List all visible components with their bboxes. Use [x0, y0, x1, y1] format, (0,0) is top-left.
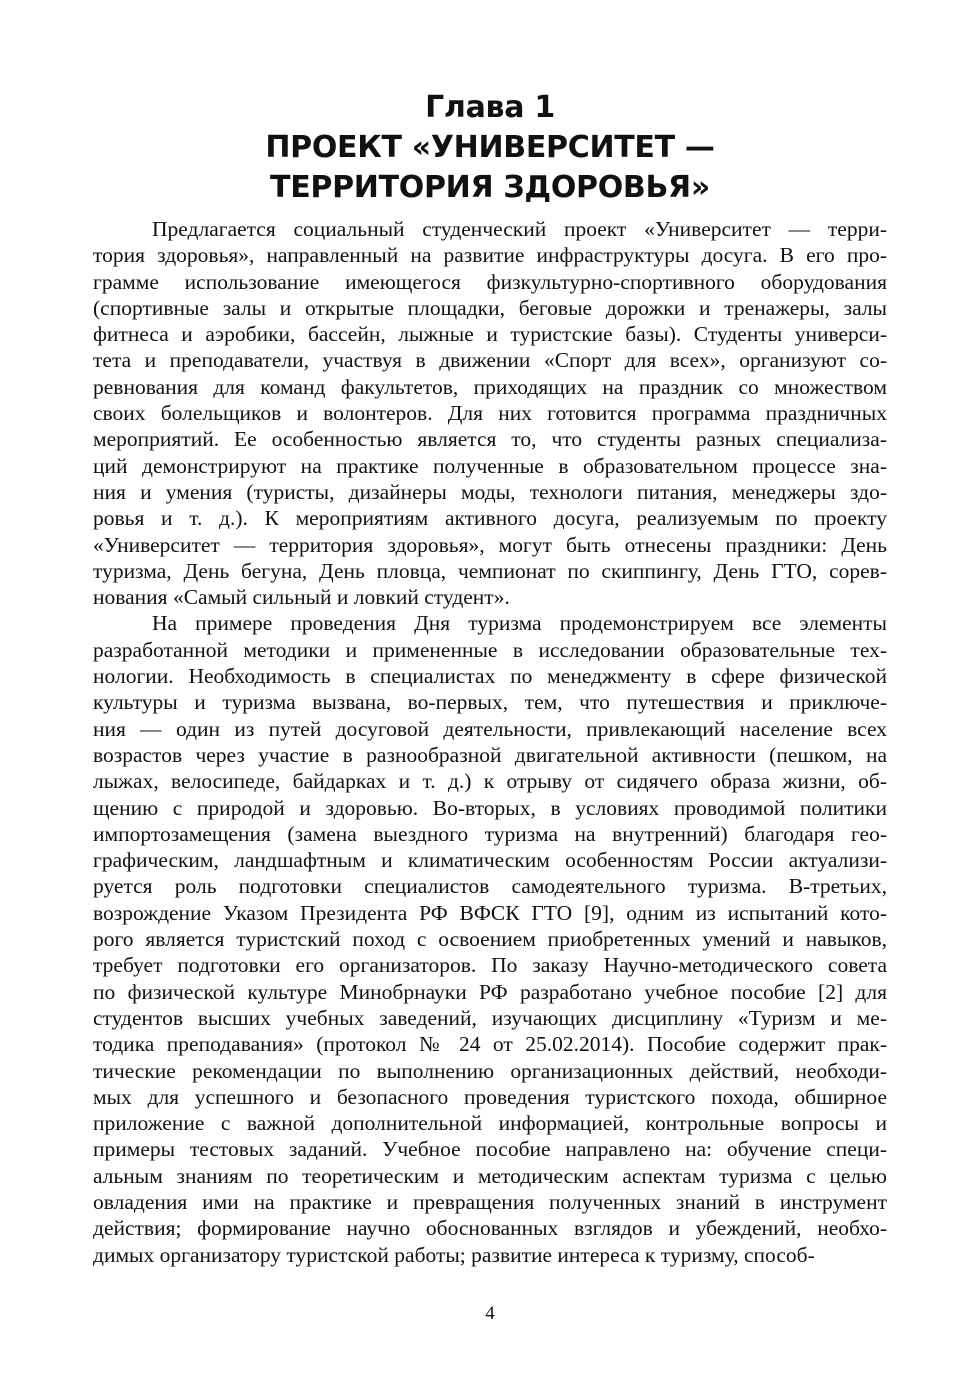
text-line: ровья и т. д.). К мероприятиям активного досуга, реализуемым по проекту	[93, 506, 887, 531]
text-line: мероприятий. Ее особенностью является то, что студенты разных специализа-	[93, 427, 887, 452]
chapter-title-line-2: ТЕРРИТОРИЯ ЗДОРОВЬЯ»	[270, 170, 710, 205]
text-line: щению с природой и здоровью. Во-вторых, в условиях проводимой политики	[93, 795, 887, 820]
text-line: рого является туристский поход с освоением приобретенных умений и навыков,	[93, 927, 887, 952]
text-line: возрастов через участие в разнообразной двигательной активности (пешком, на	[93, 742, 887, 767]
text-line: по физической культуре Минобрнауки РФ разработано учебное пособие [2] для	[93, 979, 887, 1004]
text-line: фитнеса и аэробики, бассейн, лыжные и туристские базы). Студенты универси-	[93, 322, 887, 347]
text-line: Предлагается социальный студенческий проект «Университет — терри-	[152, 217, 887, 241]
text-line: овладения ими на практике и превращения полученных знаний в инструмент	[93, 1189, 887, 1214]
text-line: примеры тестовых заданий. Учебное пособие направлено на: обучение специ-	[93, 1137, 887, 1162]
text-line: На примере проведения Дня туризма продемонстрируем все элементы	[152, 611, 887, 636]
text-line: возрождение Указом Президента РФ ВФСК ГТО [9], одним из испытаний кото-	[93, 900, 887, 925]
text-line: димых организатору туристской работы; развитие интереса к туризму, способ-	[93, 1242, 815, 1267]
text-line: приложение с важной дополнительной информацией, контрольные вопросы и	[93, 1111, 887, 1136]
text-line: своих болельщиков и волонтеров. Для них готовится программа праздничных	[93, 401, 887, 426]
chapter-number: Глава 1	[425, 90, 555, 125]
text-line: тория здоровья», направленный на развитие инфраструктуры досуга. В его про-	[93, 243, 887, 268]
text-line: туризма, День бегуна, День пловца, чемпионат по скиппингу, День ГТО, сорев-	[93, 558, 887, 583]
text-line: ния и умения (туристы, дизайнеры моды, технологи питания, менеджеры здо-	[93, 479, 887, 504]
text-line: культуры и туризма вызвана, во-первых, тем, что путешествия и приключе-	[93, 690, 887, 715]
text-line: ций демонстрируют на практике полученные в образовательном процессе зна-	[93, 453, 887, 478]
text-line: ревнования для команд факультетов, приходящих на праздник со множеством	[93, 374, 887, 399]
text-line: нования «Самый сильный и ловкий студент».	[93, 585, 510, 610]
body-text	[93, 216, 887, 1268]
text-line: грамме использование имеющегося физкультурно-спортивного оборудования	[93, 269, 887, 294]
text-line: требует подготовки его организаторов. По заказу Научно-методического совета	[93, 953, 887, 978]
paragraph	[93, 216, 887, 610]
text-line: ния — один из путей досуговой деятельности, привлекающий население всех	[93, 716, 887, 741]
paragraph	[93, 610, 887, 1267]
text-line: альным знаниям по теоретическим и методическим аспектам туризма с целью	[93, 1163, 887, 1188]
text-line: лыжах, велосипеде, байдарках и т. д.) к отрыву от сидячего образа жизни, об-	[93, 769, 887, 794]
text-line: «Университет — территория здоровья», могут быть отнесены праздники: День	[93, 532, 887, 557]
text-line: мых для успешного и безопасного проведения туристского похода, обширное	[93, 1084, 887, 1109]
text-line: (спортивные залы и открытые площадки, беговые дорожки и тренажеры, залы	[93, 295, 887, 320]
text-line: нологии. Необходимость в специалистах по менеджменту в сфере физической	[93, 664, 887, 689]
text-line: тодика преподавания» (протокол № 24 от 25.02.2014). Пособие содержит прак-	[93, 1032, 887, 1057]
text-line: тические рекомендации по выполнению организационных действий, необходи-	[93, 1058, 887, 1083]
text-line: руется роль подготовки специалистов самодеятельного туризма. В-третьих,	[93, 874, 887, 899]
text-line: графическим, ландшафтным и климатическим особенностям России актуализи-	[93, 848, 887, 873]
text-line: разработанной методики и примененные в исследовании образовательные тех-	[93, 637, 887, 662]
page-number: 4	[485, 1303, 495, 1324]
chapter-heading	[0, 88, 980, 208]
text-line: студентов высших учебных заведений, изучающих дисциплину «Туризм и ме-	[93, 1005, 887, 1030]
text-line: тета и преподаватели, участвуя в движении «Спорт для всех», организуют со-	[93, 348, 887, 373]
chapter-title-line-1: ПРОЕКТ «УНИВЕРСИТЕТ —	[265, 130, 715, 165]
text-line: импортозамещения (замена выездного туризма на внутренний) благодаря гео-	[93, 821, 887, 846]
text-line: действия; формирование научно обоснованных взглядов и убеждений, необхо-	[93, 1216, 887, 1241]
